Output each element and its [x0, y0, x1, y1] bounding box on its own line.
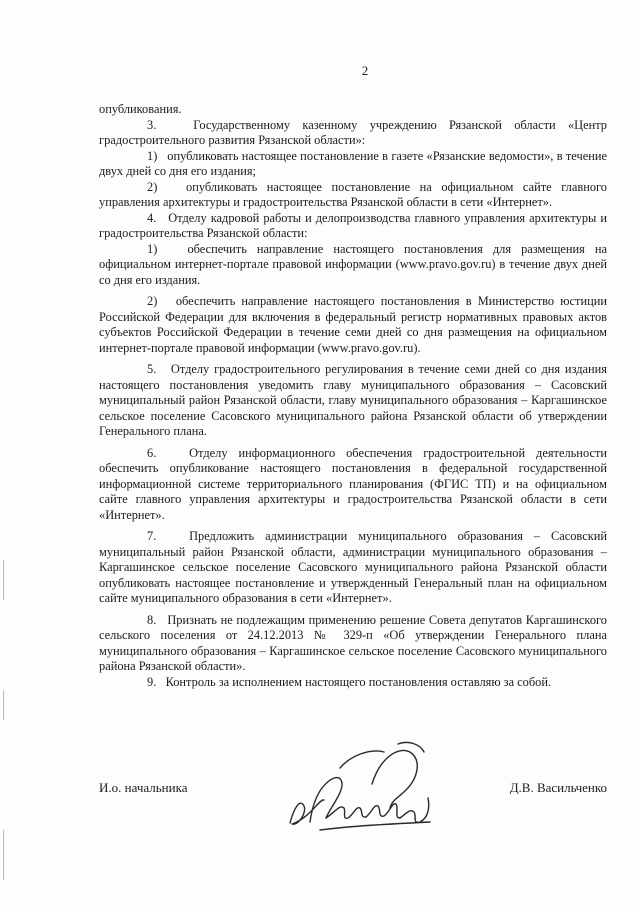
scan-edge-mark	[3, 690, 4, 720]
signer-title: И.о. начальника	[99, 780, 188, 795]
paragraph-item-6: 6. Отделу информационного обеспечения градостроительной деятельности обеспечить опубликование настоящего постановления в федеральной государственной информационной системе территориального планирования (ФГИС ТП) и на официальном сайте главного управления архитектуры и градостроительства Рязанской области в сети «Интернет».	[99, 445, 607, 522]
paragraph-item-5: 5. Отделу градостроительного регулирования в течение семи дней со дня издания настоящего постановления уведомить главу муниципального образования – Сасовский муниципальный район Рязанской области, главу муниципального образования – Каргашинское сельское поселение Сасовского муниципального района Рязанской области об утверждении Генерального плана.	[99, 362, 607, 438]
signer-name: Д.В. Васильченко	[509, 780, 607, 795]
paragraph-item-3: 3. Государственному казенному учреждению Рязанской области «Центр градостроительного развития Рязанской области»:	[99, 117, 607, 147]
paragraph-item-3-1: 1) опубликовать настоящее постановление в газете «Рязанские ведомости», в течение двух дней со дня его издания;	[99, 148, 607, 178]
paragraph-item-9: 9. Контроль за исполнением настоящего постановления оставляю за собой.	[147, 674, 552, 689]
paragraph-item-4-1: 1) обеспечить направление настоящего постановления для размещения на официальном интернет-портале правовой информации (www.pravo.gov.ru) в течение двух дней со дня его издания.	[99, 241, 607, 287]
paragraph-item-4: 4. Отделу кадровой работы и делопроизводства главного управления архитектуры и градостроительства Рязанской области:	[99, 210, 607, 240]
paragraph-item-7: 7. Предложить администрации муниципального образования – Сасовский муниципальный район Рязанской области, администрации муниципального образования – Каргашинское сельское поселение Сасовского муниципального района Рязанской области опубликовать настоящее постановление и утвержденный Генеральный план на официальном сайте муниципального образования в сети «Интернет».	[99, 529, 607, 605]
handwritten-signature	[280, 738, 450, 848]
scan-edge-mark	[3, 560, 4, 600]
paragraph-item-8: 8. Признать не подлежащим применению решение Совета депутатов Каргашинского сельского поселения от 24.12.2013 № 329-п «Об утверждении Генерального плана муниципального образования – Каргашинское сельское поселение Сасовского муниципального района Рязанской области».	[99, 612, 607, 673]
paragraph-continuation: опубликования.	[99, 102, 182, 116]
paragraph-item-3-2: 2) опубликовать настоящее постановление на официальном сайте главного управления архитектуры и градостроительства Рязанской области в сети «Интернет».	[99, 179, 607, 209]
page-number: 2	[361, 63, 369, 78]
scan-edge-mark	[3, 830, 4, 880]
paragraph-item-4-2: 2) обеспечить направление настоящего постановления в Министерство юстиции Российской Федерации для включения в федеральный регистр нормативных правовых актов субъектов Российской Федерации в течение семи дней со дня размещения на официальном интернет-портале правовой информации (www.pravo.gov.ru).	[99, 294, 607, 355]
document-body	[99, 102, 607, 690]
